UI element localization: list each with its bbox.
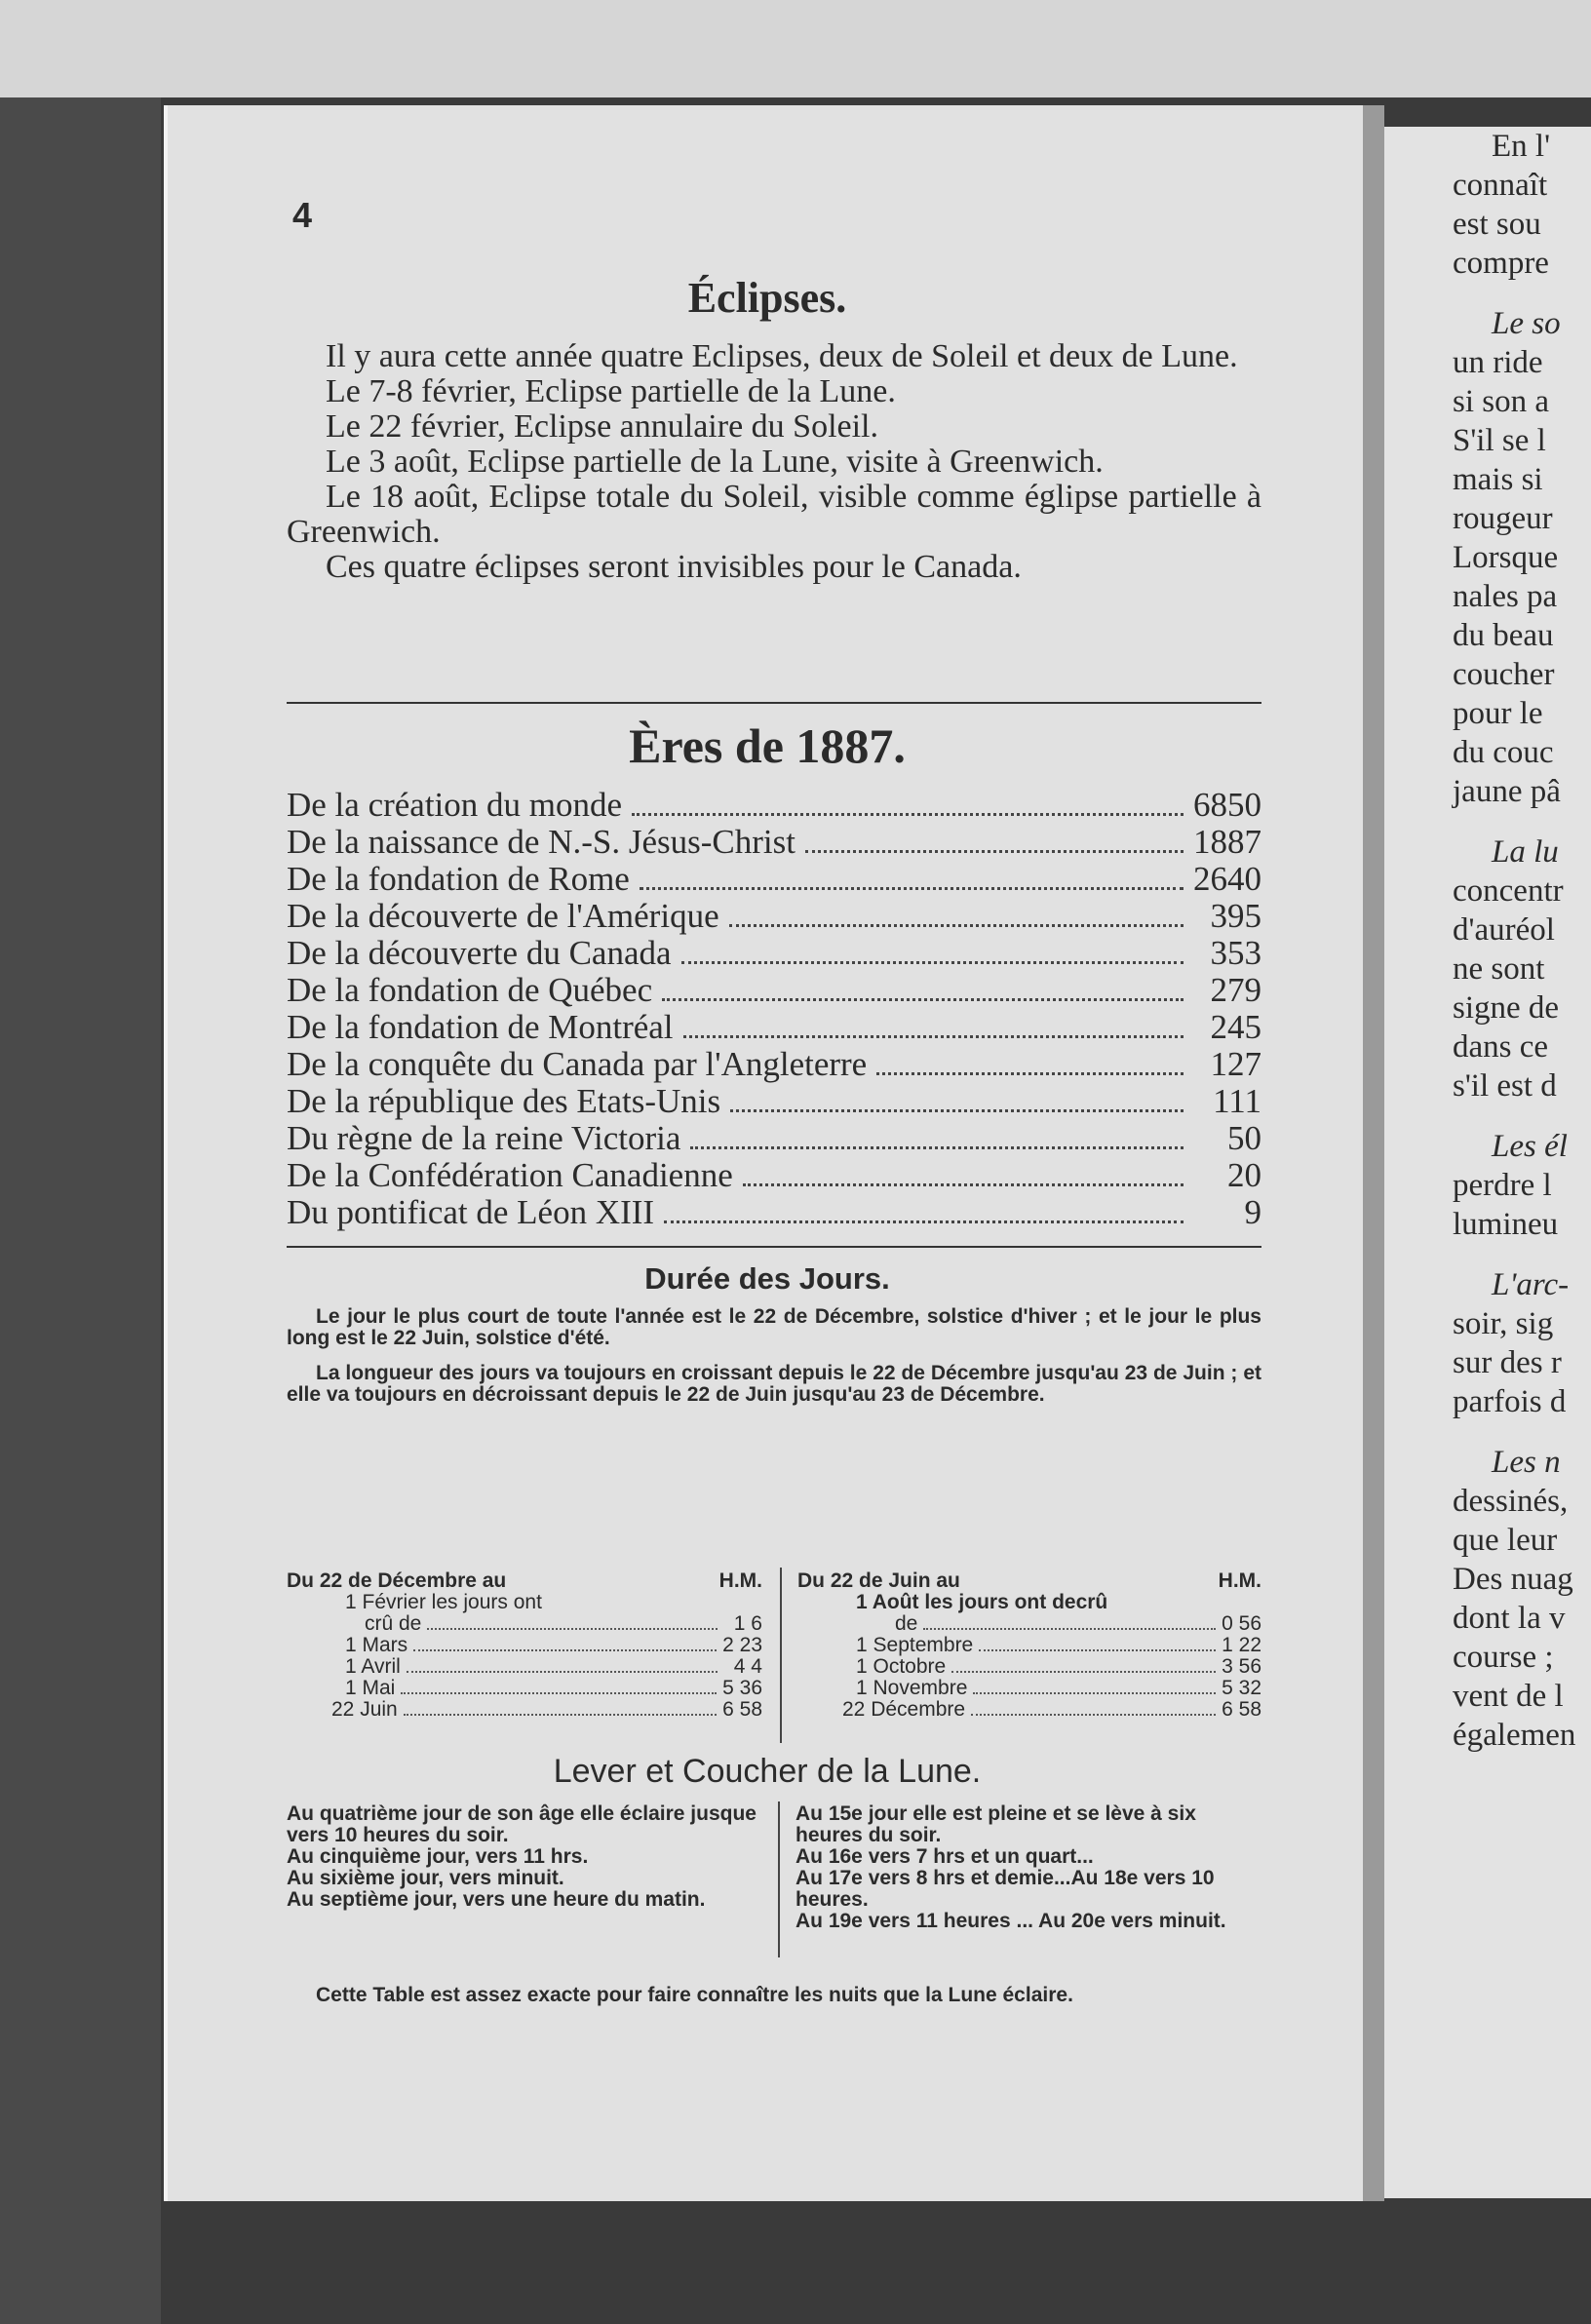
era-row: De la conquête du Canada par l'Angleterre 127 xyxy=(287,1045,1261,1083)
facing-line: connaît xyxy=(1453,168,1548,203)
table-header: Du 22 de Juin au xyxy=(797,1569,960,1592)
facing-line: perdre l xyxy=(1453,1168,1552,1203)
facing-line: S'il se l xyxy=(1453,423,1546,458)
lune-item: Au cinquième jour, vers 11 hrs. xyxy=(287,1845,589,1868)
table-row: 22 Décembre 6 58 xyxy=(842,1698,1261,1721)
facing-line: dans ce xyxy=(1453,1029,1549,1065)
scan-background-left xyxy=(0,97,161,2324)
eclipses-line: Le 3 août, Eclipse partielle de la Lune, visite à Greenwich. xyxy=(326,444,1104,480)
facing-line: Les n xyxy=(1492,1445,1561,1480)
eclipses-line: Le 18 août, Eclipse totale du Soleil, visible comme églipse partielle à Greenwich. xyxy=(287,479,1261,550)
table-row: 1 Mars 2 23 xyxy=(345,1634,762,1656)
facing-line: En l' xyxy=(1492,129,1551,164)
duree-table-right xyxy=(797,1570,1261,1721)
paragraph-gap xyxy=(1384,283,1591,304)
facing-line: d'auréol xyxy=(1453,912,1555,948)
lune-left-column xyxy=(287,1803,764,1911)
duree-title: Durée des Jours. xyxy=(644,1261,890,1296)
lune-item: Au 17e vers 8 hrs et demie...Au 18e vers 10 heures. xyxy=(796,1867,1215,1911)
paragraph-gap xyxy=(1384,1244,1591,1265)
facing-page xyxy=(1384,127,1591,2198)
facing-line: un ride xyxy=(1453,345,1543,380)
eclipses-line: Le 22 février, Eclipse annulaire du Soleil. xyxy=(326,408,878,445)
facing-line: Le so xyxy=(1492,306,1561,341)
facing-line: que leur xyxy=(1453,1523,1558,1558)
era-row: De la création du monde 6850 xyxy=(287,786,1261,824)
section-rule xyxy=(287,1246,1261,1248)
eres-title: Ères de 1887. xyxy=(629,718,906,773)
lune-item: Au quatrième jour de son âge elle éclaire jusque vers 10 heures du soir. xyxy=(287,1802,757,1846)
facing-line: ne sont xyxy=(1453,951,1545,987)
era-row: De la naissance de N.-S. Jésus-Christ 1887 xyxy=(287,823,1261,861)
lune-item: Au sixième jour, vers minuit. xyxy=(287,1867,564,1889)
eclipses-text xyxy=(287,339,1261,585)
lune-item: Au septième jour, vers une heure du matin. xyxy=(287,1888,706,1911)
era-row: De la république des Etats-Unis 111 xyxy=(287,1082,1261,1120)
duree-paragraph-1: Le jour le plus court de toute l'année est le 22 de Décembre, solstice d'hiver ; et le jour le plus long est le 22 Juin, solstice d'été. xyxy=(287,1305,1261,1349)
table-row: 22 Juin 6 58 xyxy=(331,1698,762,1721)
facing-line: jaune pâ xyxy=(1453,774,1561,809)
lune-item: Au 16e vers 7 hrs et un quart... xyxy=(796,1845,1094,1868)
table-row: crû de 1 6 xyxy=(365,1612,762,1635)
section-rule xyxy=(287,702,1261,704)
era-row: De la fondation de Montréal 245 xyxy=(287,1008,1261,1046)
era-row: Du pontificat de Léon XIII 9 xyxy=(287,1193,1261,1231)
lune-note: Cette Table est assez exacte pour faire connaître les nuits que la Lune éclaire. xyxy=(316,1984,1073,2006)
facing-line: nales pa xyxy=(1453,579,1558,614)
era-row: De la Confédération Canadienne 20 xyxy=(287,1156,1261,1194)
era-row: De la fondation de Québec 279 xyxy=(287,971,1261,1009)
facing-line: L'arc- xyxy=(1492,1267,1570,1302)
facing-line: La lu xyxy=(1492,834,1559,870)
facing-line: rougeur xyxy=(1453,501,1553,536)
facing-line: Les él xyxy=(1492,1129,1568,1164)
duree-table-left xyxy=(287,1570,762,1721)
facing-line: parfois d xyxy=(1453,1384,1567,1419)
column-divider xyxy=(780,1568,782,1743)
table-row: 1 Novembre 5 32 xyxy=(856,1677,1261,1699)
facing-line: concentr xyxy=(1453,873,1564,909)
facing-line: coucher xyxy=(1453,657,1555,692)
eclipses-line: Le 7-8 février, Eclipse partielle de la Lune. xyxy=(326,373,896,409)
eres-list xyxy=(287,786,1261,1230)
duree-paragraph-2: La longueur des jours va toujours en croissant depuis le 22 de Décembre jusqu'au 23 de Juin ; et elle va toujours en décroissant depuis le 22 de Juin jusqu'au 23 de Décembre. xyxy=(287,1362,1261,1406)
scan-background-top xyxy=(0,0,1591,97)
table-row: 1 Avril 4 4 xyxy=(345,1655,762,1678)
lune-item: Au 15e jour elle est pleine et se lève à six heures du soir. xyxy=(796,1802,1196,1846)
facing-line: sur des r xyxy=(1453,1345,1562,1380)
eclipses-line: Ces quatre éclipses seront invisibles pour le Canada. xyxy=(326,549,1022,585)
facing-line: si son a xyxy=(1453,384,1549,419)
table-row: de 0 56 xyxy=(895,1612,1261,1635)
facing-line: du beau xyxy=(1453,618,1554,653)
lune-title: Lever et Coucher de la Lune. xyxy=(553,1753,982,1790)
facing-line: dessinés, xyxy=(1453,1484,1569,1519)
eclipses-title: Éclipses. xyxy=(687,274,847,322)
table-header: Du 22 de Décembre au xyxy=(287,1569,507,1592)
facing-line: course ; xyxy=(1453,1640,1554,1675)
table-intro: 1 Août les jours ont decrû xyxy=(856,1591,1108,1613)
facing-line: compre xyxy=(1453,246,1549,281)
facing-line: lumineu xyxy=(1453,1207,1559,1242)
paragraph-gap xyxy=(1384,811,1591,833)
lune-right-column xyxy=(796,1803,1263,1932)
facing-line: du couc xyxy=(1453,735,1554,770)
lune-item: Au 19e vers 11 heures ... Au 20e vers minuit. xyxy=(796,1910,1226,1932)
era-row: Du règne de la reine Victoria 50 xyxy=(287,1119,1261,1157)
facing-line: mais si xyxy=(1453,462,1543,497)
facing-line: dont la v xyxy=(1453,1601,1566,1636)
table-intro: 1 Février les jours ont xyxy=(345,1591,542,1613)
column-divider xyxy=(778,1801,780,1957)
facing-line: Des nuag xyxy=(1453,1562,1573,1597)
facing-line: signe de xyxy=(1453,990,1560,1026)
facing-line: s'il est d xyxy=(1453,1068,1557,1104)
era-row: De la fondation de Rome 2640 xyxy=(287,860,1261,898)
era-row: De la découverte du Canada 353 xyxy=(287,934,1261,972)
facing-line: vent de l xyxy=(1453,1679,1564,1714)
paragraph-gap xyxy=(1384,1105,1591,1127)
table-row: 1 Mai 5 36 xyxy=(345,1677,762,1699)
left-page xyxy=(164,105,1367,2201)
facing-line: Lorsque xyxy=(1453,540,1559,575)
eclipses-line: Il y aura cette année quatre Eclipses, deux de Soleil et deux de Lune. xyxy=(326,338,1238,374)
table-row: 1 Octobre 3 56 xyxy=(856,1655,1261,1678)
page-gutter xyxy=(1363,105,1384,2201)
page-number: 4 xyxy=(292,195,313,235)
era-row: De la découverte de l'Amérique 395 xyxy=(287,897,1261,935)
table-unit: H.M. xyxy=(718,1569,762,1592)
table-unit: H.M. xyxy=(1218,1569,1261,1592)
facing-line: égalemen xyxy=(1453,1718,1576,1753)
table-row: 1 Septembre 1 22 xyxy=(856,1634,1261,1656)
paragraph-gap xyxy=(1384,1421,1591,1443)
facing-line: soir, sig xyxy=(1453,1306,1554,1341)
facing-line: pour le xyxy=(1453,696,1543,731)
facing-line: est sou xyxy=(1453,207,1541,242)
